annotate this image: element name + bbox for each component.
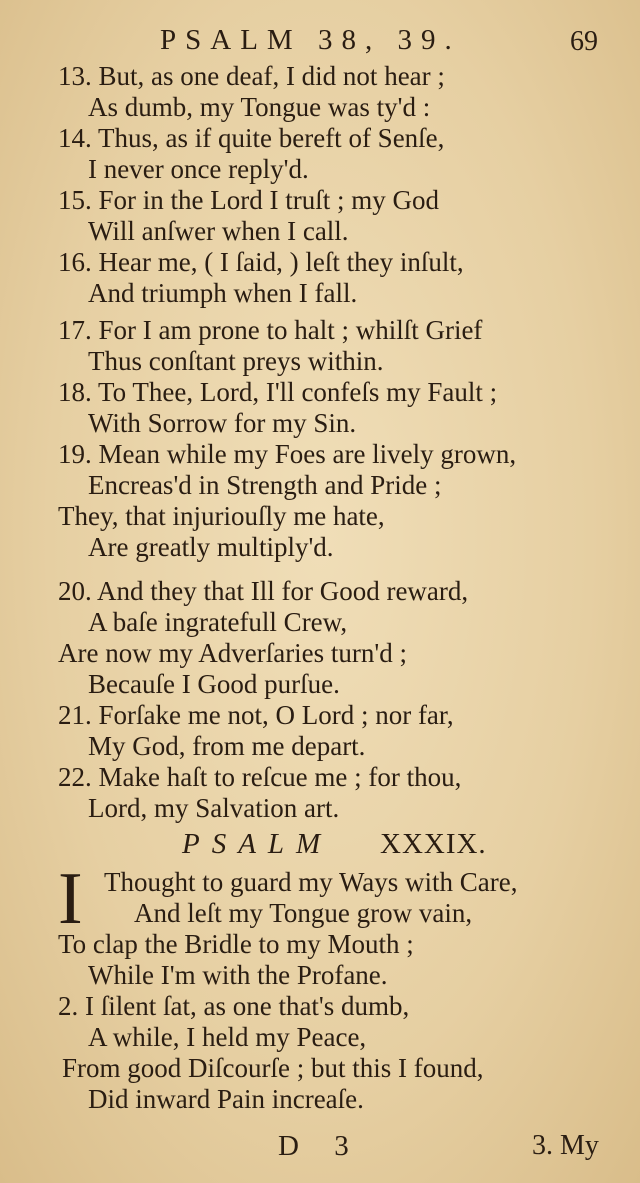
verse-line: 16. Hear me, ( I ſaid, ) leſt they inſult,	[58, 247, 464, 277]
verse-line: With Sorrow for my Sin.	[88, 408, 357, 438]
verse-line: 2. I ſilent ſat, as one that's dumb,	[58, 991, 410, 1021]
page-footer	[0, 1130, 640, 1170]
verse-line: Did inward Pain increaſe.	[88, 1084, 364, 1114]
drop-cap: I	[58, 858, 83, 940]
verse-line: Thought to guard my Ways with Care,	[104, 867, 518, 897]
verse-line: They, that injuriouſly me hate,	[58, 501, 385, 531]
verse-line: I never once reply'd.	[88, 154, 309, 184]
verse-line: And leſt my Tongue grow vain,	[134, 898, 473, 928]
verse-line: 14. Thus, as if quite bereft of Senſe,	[58, 123, 445, 153]
running-title: PSALM 38, 39.	[160, 24, 461, 56]
verse-line: 17. For I am prone to halt ; whilſt Grief	[58, 315, 483, 345]
verse-line: Becauſe I Good purſue.	[88, 669, 340, 699]
verse-line: Are now my Adverſaries turn'd ;	[58, 638, 408, 668]
verse-line: 19. Mean while my Foes are lively grown,	[58, 439, 517, 469]
verse-line: 18. To Thee, Lord, I'll confeſs my Fault ;	[58, 377, 498, 407]
verse-line: A while, I held my Peace,	[88, 1022, 367, 1052]
verse-line: As dumb, my Tongue was ty'd :	[88, 92, 431, 122]
verse-line: 15. For in the Lord I truſt ; my God	[58, 185, 439, 215]
verse-line: Lord, my Salvation art.	[88, 793, 340, 823]
verse-line: Encreas'd in Strength and Pride ;	[88, 470, 442, 500]
page-header	[0, 20, 640, 60]
psalm-heading	[0, 828, 640, 864]
verse-line: Will anſwer when I call.	[88, 216, 349, 246]
verse-line: While I'm with the Profane.	[88, 960, 388, 990]
verse-line: 13. But, as one deaf, I did not hear ;	[58, 61, 445, 91]
verse-line: And triumph when I fall.	[88, 278, 358, 308]
verse-line: My God, from me depart.	[88, 731, 366, 761]
page-number: 69	[570, 26, 598, 57]
verse-line: Thus conſtant preys within.	[88, 346, 384, 376]
verse-line: 20. And they that Ill for Good reward,	[58, 576, 469, 606]
psalm-heading-word: PSALM	[182, 828, 333, 860]
verse-line: To clap the Bridle to my Mouth ;	[58, 929, 414, 959]
verse-line: 21. Forſake me not, O Lord ; nor far,	[58, 700, 454, 730]
psalm-heading-number: XXXIX.	[380, 828, 487, 860]
verse-line: A baſe ingratefull Crew,	[88, 607, 348, 637]
signature-mark: D 3	[278, 1130, 363, 1162]
verse-line: 22. Make haſt to reſcue me ; for thou,	[58, 762, 462, 792]
verse-line: From good Diſcourſe ; but this I found,	[62, 1053, 484, 1083]
verse-line: Are greatly multiply'd.	[88, 532, 334, 562]
catchword: 3. My	[532, 1130, 599, 1161]
